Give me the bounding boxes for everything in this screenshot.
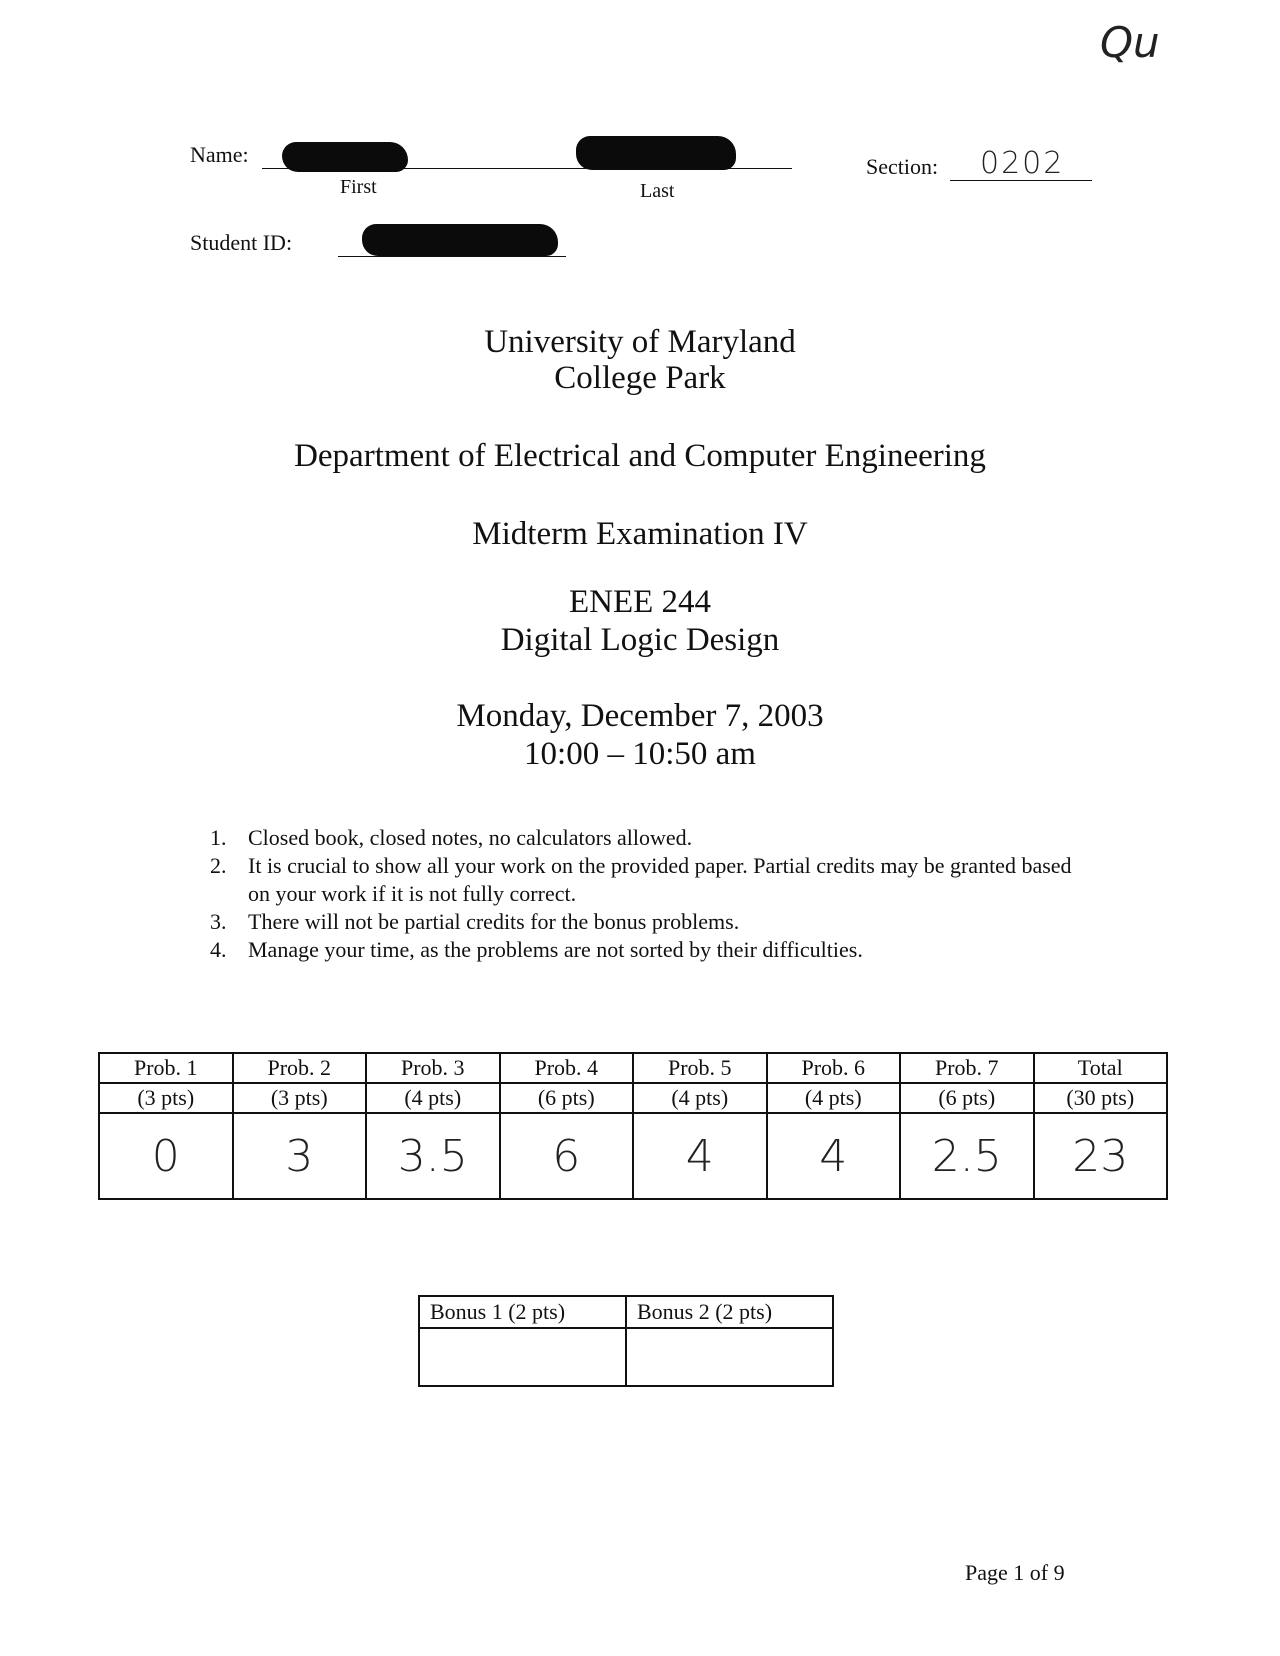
student-id-label: Student ID: bbox=[190, 230, 293, 255]
problem-points: (4 pts) bbox=[767, 1083, 901, 1113]
problem-header: Prob. 3 bbox=[366, 1053, 500, 1083]
instruction-item bbox=[210, 852, 1090, 908]
campus-name: College Park bbox=[554, 360, 726, 396]
bonus-table-values-row bbox=[419, 1328, 833, 1386]
problem-points: (6 pts) bbox=[500, 1083, 634, 1113]
instruction-text: It is crucial to show all your work on the provided paper. Partial credits may be granted based on your work if it is not fully correct. bbox=[248, 853, 1072, 906]
bonus-table bbox=[418, 1295, 834, 1387]
exam-title: Midterm Examination IV bbox=[472, 516, 808, 552]
problem-header: Prob. 6 bbox=[767, 1053, 901, 1083]
score-table bbox=[98, 1052, 1168, 1200]
redacted-last-name bbox=[576, 136, 736, 170]
problem-points: (3 pts) bbox=[233, 1083, 367, 1113]
instruction-text: Manage your time, as the problems are not sorted by their difficulties. bbox=[248, 937, 863, 962]
score-table-header-row bbox=[99, 1053, 1167, 1083]
problem-score: 4 bbox=[633, 1113, 767, 1199]
instruction-item bbox=[210, 936, 1090, 964]
problem-score: 6 bbox=[500, 1113, 634, 1199]
department-name: Department of Electrical and Computer Engineering bbox=[294, 438, 986, 474]
bonus-score bbox=[419, 1328, 626, 1386]
problem-points: (3 pts) bbox=[99, 1083, 233, 1113]
instruction-item bbox=[210, 824, 1090, 852]
university-name: University of Maryland bbox=[484, 324, 796, 360]
problem-points: (6 pts) bbox=[900, 1083, 1034, 1113]
bonus-header: Bonus 2 (2 pts) bbox=[626, 1296, 833, 1328]
exam-date: Monday, December 7, 2003 bbox=[456, 698, 824, 734]
total-header: Total bbox=[1034, 1053, 1168, 1083]
problem-header: Prob. 1 bbox=[99, 1053, 233, 1083]
instruction-number: 3. bbox=[210, 909, 227, 934]
instruction-number: 1. bbox=[210, 825, 227, 850]
course-code: ENEE 244 bbox=[568, 584, 712, 620]
section-label: Section: bbox=[866, 154, 939, 179]
bonus-header: Bonus 1 (2 pts) bbox=[419, 1296, 626, 1328]
total-score: 23 bbox=[1034, 1113, 1168, 1199]
problem-points: (4 pts) bbox=[366, 1083, 500, 1113]
problem-score: 0 bbox=[99, 1113, 233, 1199]
instruction-number: 4. bbox=[210, 937, 227, 962]
problem-points: (4 pts) bbox=[633, 1083, 767, 1113]
first-name-caption: First bbox=[340, 176, 377, 198]
problem-header: Prob. 7 bbox=[900, 1053, 1034, 1083]
instructions-list bbox=[210, 824, 1090, 964]
instruction-text: There will not be partial credits for the bonus problems. bbox=[248, 909, 740, 934]
page-number: Page 1 of 9 bbox=[965, 1560, 1065, 1585]
instruction-number: 2. bbox=[210, 853, 227, 878]
name-label: Name: bbox=[190, 142, 249, 167]
problem-score: 3.5 bbox=[366, 1113, 500, 1199]
problem-header: Prob. 5 bbox=[633, 1053, 767, 1083]
total-points: (30 pts) bbox=[1034, 1083, 1168, 1113]
problem-header: Prob. 2 bbox=[233, 1053, 367, 1083]
problem-header: Prob. 4 bbox=[500, 1053, 634, 1083]
exam-time: 10:00 – 10:50 am bbox=[524, 736, 756, 772]
bonus-score bbox=[626, 1328, 833, 1386]
problem-score: 3 bbox=[233, 1113, 367, 1199]
redacted-student-id bbox=[362, 224, 558, 256]
course-name: Digital Logic Design bbox=[500, 622, 780, 658]
corner-handwritten-mark: Qu bbox=[1100, 18, 1160, 67]
score-table-points-row bbox=[99, 1083, 1167, 1113]
student-id-underline bbox=[338, 256, 566, 257]
bonus-table-header-row bbox=[419, 1296, 833, 1328]
instruction-item bbox=[210, 908, 1090, 936]
score-table-values-row bbox=[99, 1113, 1167, 1199]
redacted-first-name bbox=[282, 142, 408, 172]
last-name-caption: Last bbox=[640, 180, 675, 202]
section-value: 0202 bbox=[980, 146, 1065, 181]
instruction-text: Closed book, closed notes, no calculators allowed. bbox=[248, 825, 693, 850]
problem-score: 4 bbox=[767, 1113, 901, 1199]
problem-score: 2.5 bbox=[900, 1113, 1034, 1199]
